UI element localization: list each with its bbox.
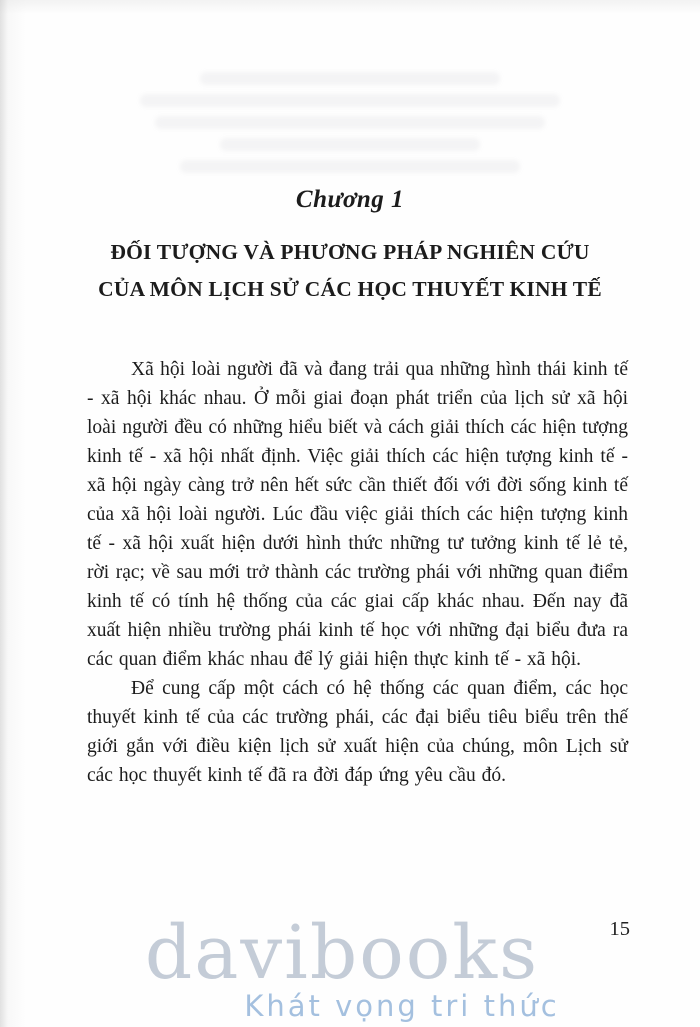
bleed-line [140,94,560,107]
chapter-heading: Chương 1 [295,186,405,213]
paragraph-2: Để cung cấp một cách có hệ thống các quan điểm, các học thuyết kinh tế của các trường phái, các đại biểu tiêu biểu trên thế giới gắn với điều kiện lịch sử xuất hiện của chúng, môn Lịch sử các học thuyết kinh tế đã ra đời đáp ứng yêu cầu đó. [87,678,628,786]
watermark-tagline: Khát vọng tri thức [244,989,560,1023]
bleed-line [180,160,520,173]
body-text [87,355,628,790]
bleed-line [220,138,480,151]
page-title [42,234,658,308]
bleed-line [155,116,545,129]
page-title-line-2: CỦA MÔN LỊCH SỬ CÁC HỌC THUYẾT KINH TẾ [98,277,602,301]
watermark [0,910,700,1023]
watermark-brand: davibooks [144,910,540,996]
page-title-line-1: ĐỐI TƯỢNG VÀ PHƯƠNG PHÁP NGHIÊN CỨU [110,240,590,264]
paragraph-1: Xã hội loài người đã và đang trải qua những hình thái kinh tế - xã hội khác nhau. Ở mỗi giai đoạn phát triển của lịch sử xã hội loài người đều có những hiểu biết và cách giải thích các hiện tượng kinh tế - xã hội nhất định. Việc giải thích các hiện tượng kinh tế - xã hội ngày càng trở nên hết sức cần thiết đối với đời sống kinh tế của xã hội loài người. Lúc đầu việc giải thích các hiện tượng kinh tế - xã hội xuất hiện dưới hình thức những tư tưởng kinh tế lẻ tẻ, rời rạc; về sau mới trở thành các trường phái với những quan điểm kinh tế có tính hệ thống của các giai cấp khác nhau. Đến nay đã xuất hiện nhiều trường phái kinh tế học với những đại biểu đưa ra các quan điểm khác nhau để lý giải hiện thực kinh tế - xã hội. [87,359,628,670]
page-number: 15 [609,918,630,940]
bleed-through-text [0,72,700,173]
bleed-line [200,72,500,85]
